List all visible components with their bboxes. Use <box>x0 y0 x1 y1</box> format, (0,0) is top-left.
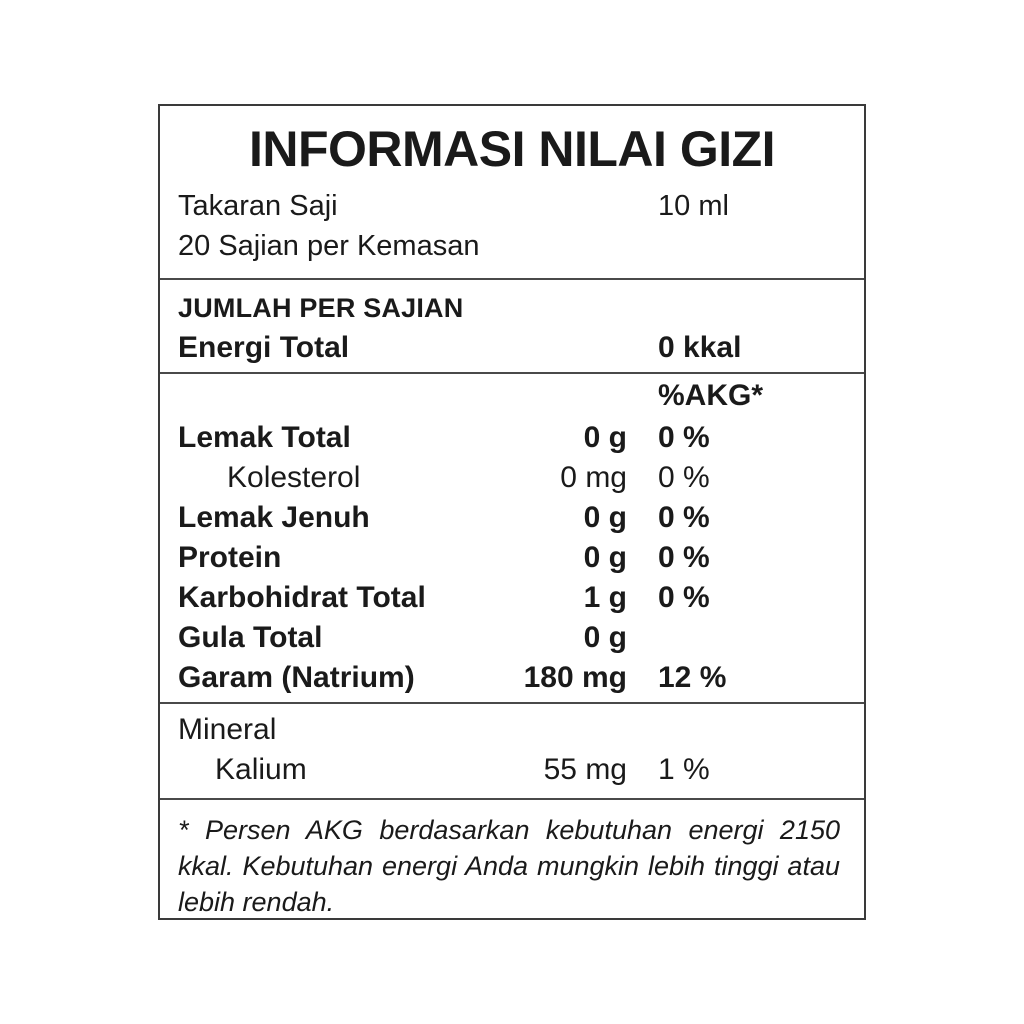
nutrient-row <box>178 418 846 458</box>
energy-value: 0 kkal <box>658 331 742 364</box>
nutrient-amount: 55 mg <box>543 753 627 786</box>
nutrient-percent-akg: 1 % <box>658 753 710 786</box>
footnote-section <box>160 800 864 920</box>
mineral-rows <box>178 750 846 790</box>
nutrient-amount: 0 g <box>583 421 627 454</box>
nutrient-name: Garam (Natrium) <box>178 661 415 694</box>
header-section <box>160 106 864 278</box>
mineral-row <box>178 750 846 790</box>
nutrient-name: Lemak Jenuh <box>178 501 370 534</box>
nutrient-name: Protein <box>178 541 282 574</box>
mineral-heading-row <box>178 710 846 750</box>
nutrient-row <box>178 658 846 698</box>
nutrient-name: Lemak Total <box>178 421 351 454</box>
amount-per-serving-section <box>160 280 864 372</box>
nutrient-row <box>178 618 846 658</box>
amount-per-serving-heading: JUMLAH PER SAJIAN <box>178 293 464 323</box>
nutrient-name: Kolesterol <box>227 461 361 494</box>
nutrient-rows <box>178 418 846 702</box>
nutrient-row <box>178 578 846 618</box>
daily-value-footnote: * Persen AKG berdasarkan kebutuhan energi 2150 kkal. Kebutuhan energi Anda mungkin lebih tinggi atau lebih rendah. <box>178 815 840 917</box>
nutrient-amount: 1 g <box>583 581 627 614</box>
nutrients-section <box>160 374 864 702</box>
servings-per-container-label: 20 Sajian per Kemasan <box>178 230 480 262</box>
nutrient-name: Kalium <box>215 753 307 786</box>
nutrient-amount: 0 mg <box>560 461 627 494</box>
nutrient-percent-akg: 0 % <box>658 461 710 494</box>
nutrient-percent-akg: 0 % <box>658 541 710 574</box>
nutrient-percent-akg: 12 % <box>658 661 727 694</box>
nutrient-amount: 0 g <box>583 541 627 574</box>
serving-information <box>178 184 846 278</box>
energy-label: Energi Total <box>178 331 350 364</box>
daily-value-header: %AKG* <box>658 379 764 412</box>
nutrient-row <box>178 538 846 578</box>
nutrient-amount: 0 g <box>583 621 627 654</box>
nutrient-row <box>178 498 846 538</box>
nutrient-percent-akg: 0 % <box>658 581 710 614</box>
mineral-heading: Mineral <box>178 713 277 746</box>
serving-size-label: Takaran Saji <box>178 190 338 222</box>
nutrition-facts-panel <box>158 104 866 920</box>
serving-size-value: 10 ml <box>658 190 729 222</box>
servings-per-container-row <box>178 226 846 266</box>
mineral-section <box>160 704 864 798</box>
serving-size-row <box>178 186 846 226</box>
nutrient-amount: 180 mg <box>523 661 627 694</box>
nutrient-percent-akg: 0 % <box>658 421 710 454</box>
nutrient-percent-akg: 0 % <box>658 501 710 534</box>
daily-value-header-row <box>178 374 846 418</box>
nutrient-name: Gula Total <box>178 621 323 654</box>
nutrient-row <box>178 458 846 498</box>
nutrient-name: Karbohidrat Total <box>178 581 426 614</box>
energy-row <box>178 327 846 372</box>
page-title: INFORMASI NILAI GIZI <box>248 121 776 177</box>
nutrient-amount: 0 g <box>583 501 627 534</box>
